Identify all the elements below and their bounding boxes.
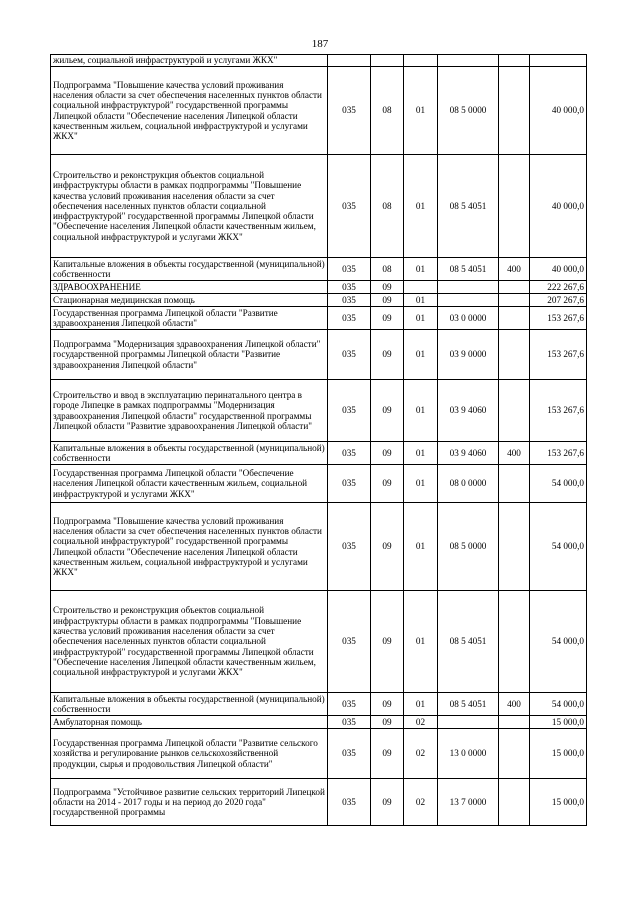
section-code-cell: 09 (371, 503, 404, 591)
item-name-cell: Строительство и реконструкция объектов социальной инфраструктуры области в рамках подпрограммы "Повышение качества условий проживания населения области за счет обеспечения населенных пунктов области социальной инфраструктурой" государственной программы Липецкой области "Обеспечение населения Липецкой области качественным жильем, социальной инфраструктурой и услугами ЖКХ" (51, 155, 328, 258)
section-code-cell (371, 55, 404, 67)
target-article-cell: 03 9 4060 (438, 380, 499, 442)
subsection-code-cell: 01 (404, 67, 438, 155)
budget-table (50, 54, 587, 826)
amount-cell: 40 000,0 (530, 155, 587, 258)
target-article-cell: 03 9 0000 (438, 330, 499, 380)
ministry-code-cell: 035 (328, 67, 371, 155)
amount-cell: 15 000,0 (530, 779, 587, 826)
target-article-cell: 03 0 0000 (438, 307, 499, 330)
target-article-cell (438, 716, 499, 729)
item-name-cell: Подпрограмма "Устойчивое развитие сельских территорий Липецкой области на 2014 - 2017 годы и на период до 2020 года" государственной программы (51, 779, 328, 826)
subsection-code-cell: 01 (404, 155, 438, 258)
section-code-cell: 09 (371, 716, 404, 729)
table-row (51, 281, 587, 294)
target-article-cell: 08 5 4051 (438, 155, 499, 258)
item-name-cell: Государственная программа Липецкой области "Развитие здравоохранения Липецкой области" (51, 307, 328, 330)
table-row (51, 591, 587, 693)
amount-cell: 153 267,6 (530, 307, 587, 330)
subsection-code-cell: 01 (404, 330, 438, 380)
expense-type-cell: 400 (499, 442, 530, 465)
subsection-code-cell: 02 (404, 779, 438, 826)
section-code-cell: 09 (371, 693, 404, 716)
item-name-cell: Капитальные вложения в объекты государственной (муниципальной) собственности (51, 693, 328, 716)
ministry-code-cell: 035 (328, 465, 371, 503)
item-name-cell: Государственная программа Липецкой области "Развитие сельского хозяйства и регулирование рынков сельскохозяйственной продукции, сырья и продовольствия Липецкой области" (51, 729, 328, 779)
target-article-cell: 08 5 4051 (438, 693, 499, 716)
item-name-cell: Амбулаторная помощь (51, 716, 328, 729)
subsection-code-cell: 01 (404, 503, 438, 591)
item-name-cell: ЗДРАВООХРАНЕНИЕ (51, 281, 328, 294)
subsection-code-cell: 01 (404, 442, 438, 465)
section-code-cell: 09 (371, 330, 404, 380)
ministry-code-cell: 035 (328, 330, 371, 380)
amount-cell: 153 267,6 (530, 380, 587, 442)
subsection-code-cell: 01 (404, 307, 438, 330)
amount-cell: 54 000,0 (530, 503, 587, 591)
table-row (51, 465, 587, 503)
ministry-code-cell: 035 (328, 155, 371, 258)
target-article-cell: 08 5 0000 (438, 67, 499, 155)
amount-cell: 153 267,6 (530, 330, 587, 380)
target-article-cell: 08 5 4051 (438, 258, 499, 281)
amount-cell: 153 267,6 (530, 442, 587, 465)
item-name-cell: Капитальные вложения в объекты государственной (муниципальной) собственности (51, 442, 328, 465)
page-number: 187 (311, 38, 329, 50)
subsection-code-cell: 01 (404, 693, 438, 716)
section-code-cell: 09 (371, 380, 404, 442)
target-article-cell (438, 55, 499, 67)
expense-type-cell: 400 (499, 693, 530, 716)
amount-cell: 207 267,6 (530, 294, 587, 307)
amount-cell: 54 000,0 (530, 693, 587, 716)
table-row (51, 294, 587, 307)
target-article-cell: 08 0 0000 (438, 465, 499, 503)
table-row (51, 503, 587, 591)
amount-cell: 15 000,0 (530, 716, 587, 729)
amount-cell: 222 267,6 (530, 281, 587, 294)
amount-cell: 54 000,0 (530, 465, 587, 503)
expense-type-cell (499, 591, 530, 693)
target-article-cell: 08 5 4051 (438, 591, 499, 693)
table-row (51, 258, 587, 281)
item-name-cell: Подпрограмма "Повышение качества условий проживания населения области за счет обеспечения населенных пунктов области социальной инфраструктурой" государственной программы Липецкой области "Обеспечение населения Липецкой области качественным жильем, социальной инфраструктурой и услугами ЖКХ" (51, 503, 328, 591)
expense-type-cell (499, 55, 530, 67)
section-code-cell: 08 (371, 67, 404, 155)
target-article-cell: 08 5 0000 (438, 503, 499, 591)
item-name-cell: Стационарная медицинская помощь (51, 294, 328, 307)
section-code-cell: 09 (371, 307, 404, 330)
section-code-cell: 08 (371, 258, 404, 281)
table-row (51, 380, 587, 442)
ministry-code-cell: 035 (328, 729, 371, 779)
table-row (51, 729, 587, 779)
item-name-cell: Строительство и ввод в эксплуатацию перинатального центра в городе Липецке в рамках подпрограммы "Модернизация здравоохранения Липецкой области" государственной программы Липецкой области "Развитие здравоохранения Липецкой области" (51, 380, 328, 442)
table-row (51, 779, 587, 826)
table-row (51, 693, 587, 716)
table-row (51, 55, 587, 67)
ministry-code-cell: 035 (328, 693, 371, 716)
subsection-code-cell: 01 (404, 294, 438, 307)
table-row (51, 716, 587, 729)
section-code-cell: 09 (371, 779, 404, 826)
table-body (51, 55, 587, 826)
expense-type-cell (499, 465, 530, 503)
target-article-cell: 13 7 0000 (438, 779, 499, 826)
subsection-code-cell (404, 281, 438, 294)
expense-type-cell (499, 155, 530, 258)
ministry-code-cell (328, 55, 371, 67)
expense-type-cell (499, 716, 530, 729)
amount-cell: 15 000,0 (530, 729, 587, 779)
expense-type-cell (499, 779, 530, 826)
target-article-cell: 13 0 0000 (438, 729, 499, 779)
ministry-code-cell: 035 (328, 716, 371, 729)
amount-cell: 40 000,0 (530, 67, 587, 155)
expense-type-cell (499, 729, 530, 779)
section-code-cell: 09 (371, 281, 404, 294)
ministry-code-cell: 035 (328, 307, 371, 330)
table-row (51, 155, 587, 258)
target-article-cell (438, 294, 499, 307)
section-code-cell: 09 (371, 294, 404, 307)
table-row (51, 442, 587, 465)
item-name-cell: Подпрограмма "Повышение качества условий проживания населения области за счет обеспечения населенных пунктов области социальной инфраструктурой" государственной программы Липецкой области "Обеспечение населения Липецкой области качественным жильем, социальной инфраструктурой и услугами ЖКХ" (51, 67, 328, 155)
expense-type-cell (499, 330, 530, 380)
table-row (51, 67, 587, 155)
section-code-cell: 09 (371, 465, 404, 503)
amount-cell: 40 000,0 (530, 258, 587, 281)
subsection-code-cell: 02 (404, 716, 438, 729)
target-article-cell (438, 281, 499, 294)
item-name-cell: жильем, социальной инфраструктурой и услугами ЖКХ" (51, 55, 328, 67)
ministry-code-cell: 035 (328, 591, 371, 693)
subsection-code-cell: 01 (404, 258, 438, 281)
amount-cell: 54 000,0 (530, 591, 587, 693)
ministry-code-cell: 035 (328, 503, 371, 591)
ministry-code-cell: 035 (328, 294, 371, 307)
section-code-cell: 08 (371, 155, 404, 258)
section-code-cell: 09 (371, 591, 404, 693)
table-row (51, 330, 587, 380)
expense-type-cell (499, 281, 530, 294)
subsection-code-cell: 01 (404, 591, 438, 693)
expense-type-cell (499, 294, 530, 307)
expense-type-cell (499, 67, 530, 155)
ministry-code-cell: 035 (328, 442, 371, 465)
expense-type-cell (499, 503, 530, 591)
item-name-cell: Капитальные вложения в объекты государственной (муниципальной) собственности (51, 258, 328, 281)
target-article-cell: 03 9 4060 (438, 442, 499, 465)
expense-type-cell (499, 380, 530, 442)
item-name-cell: Государственная программа Липецкой области "Обеспечение населения Липецкой области качественным жильем, социальной инфраструктурой и услугами ЖКХ" (51, 465, 328, 503)
item-name-cell: Строительство и реконструкция объектов социальной инфраструктуры области в рамках подпрограммы "Повышение качества условий проживания населения области за счет обеспечения населенных пунктов области социальной инфраструктурой" государственной программы Липецкой области "Обеспечение населения Липецкой области качественным жильем, социальной инфраструктурой и услугами ЖКХ" (51, 591, 328, 693)
ministry-code-cell: 035 (328, 779, 371, 826)
subsection-code-cell: 01 (404, 380, 438, 442)
section-code-cell: 09 (371, 442, 404, 465)
subsection-code-cell (404, 55, 438, 67)
amount-cell (530, 55, 587, 67)
item-name-cell: Подпрограмма "Модернизация здравоохранения Липецкой области" государственной программы Липецкой области "Развитие здравоохранения Липецкой области" (51, 330, 328, 380)
subsection-code-cell: 01 (404, 465, 438, 503)
ministry-code-cell: 035 (328, 281, 371, 294)
table-row (51, 307, 587, 330)
section-code-cell: 09 (371, 729, 404, 779)
expense-type-cell (499, 307, 530, 330)
subsection-code-cell: 02 (404, 729, 438, 779)
expense-type-cell: 400 (499, 258, 530, 281)
ministry-code-cell: 035 (328, 380, 371, 442)
ministry-code-cell: 035 (328, 258, 371, 281)
